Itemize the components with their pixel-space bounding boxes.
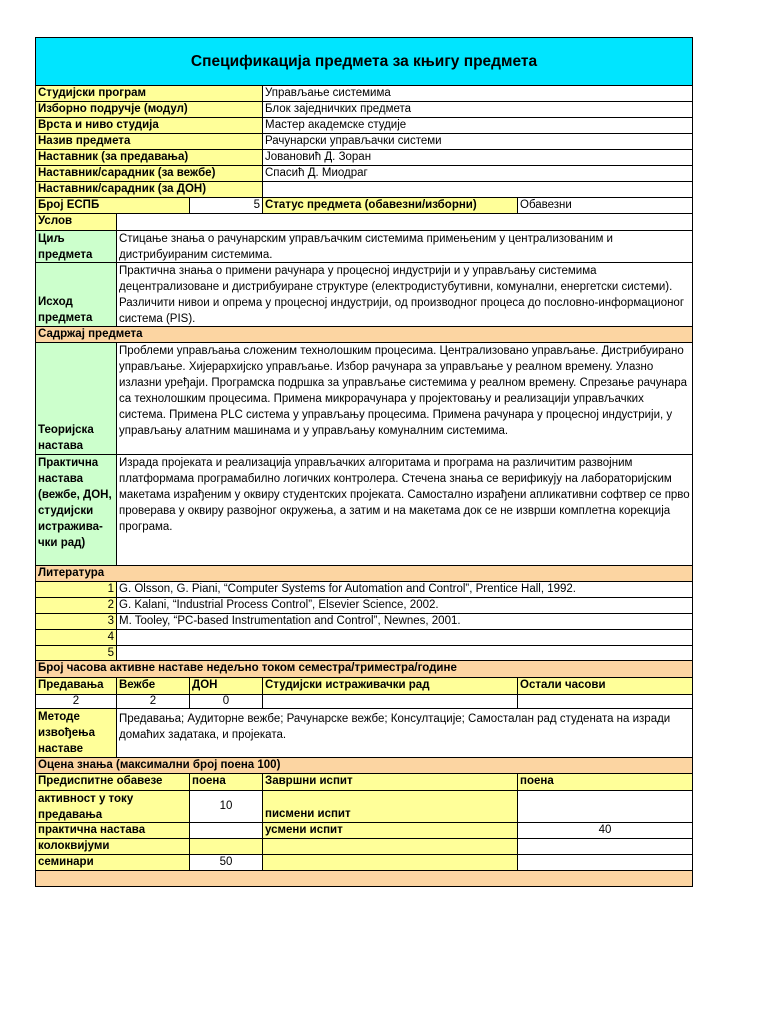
grading-pre-points [190,839,263,855]
grading-final-points [518,791,693,823]
methods-text: Предавања; Аудиторне вежбе; Рачунарске вежбе; Консултације; Самосталан рад студената на изради домаћих задатака, и пројеката. [117,709,693,758]
practical-text: Израда пројеката и реализација управљачких алгоритама и програма на различитим развојним платформама програмабилно логичких контролера. Стечена знања се верификују на лабораторијским макетама израђеним у оквиру студентских пројеката. Самостално израђени апликативни софтвер се прво проверава у оквиру развојног окружења, а затим и на макетама док се не изврши комплетна корекција програма. [117,455,693,566]
program-value: Управљање системима [263,86,693,102]
ects-label: Број ЕСПБ [35,198,190,214]
grading-final-points [518,839,693,855]
page-title: Спецификација предмета за књигу предмета [35,37,693,86]
grading-pre-points: 50 [190,855,263,871]
don-teacher-label: Наставник/сарадник (за ДОН) [35,182,263,198]
grading-final-item [263,791,518,823]
grading-final-item-text: писмени испит [265,808,351,820]
theory-text: Проблеми управљања сложеним технолошким процесима. Централизовано управљање. Дистрибуирано управљање. Хијерархијско управљање. Избор рачунара за управљање у реалном времену. Улазно излазни уређаји. Програмска подршка за управљање системима у реалном времену. Спрезање рачунара са технолошким процесима. Примена микрорачунара у пројектовању и реализацији управљачких система. Примена PLC система у управљању процесима. Примена рачунара у процесној индустрији, у управљању алатним машинама и у управљању комуналним системима. [117,343,693,455]
hours-header: Број часова активне наставе недељно током семестра/триместра/године [35,661,693,678]
literature-num: 4 [35,630,117,646]
course-label: Назив предмета [35,134,263,150]
grading-final-points: 40 [518,823,693,839]
literature-num: 3 [35,614,117,630]
hours-col-other: Остали часови [518,678,693,695]
level-label: Врста и ниво студија [35,118,263,134]
literature-item: G. Kalani, “Industrial Process Control”, Elsevier Science, 2002. [117,598,693,614]
status-label: Статус предмета (обавезни/изборни) [263,198,518,214]
condition-value [117,214,693,231]
hours-value-research [263,695,518,709]
practical-label: Практична настава (вежбе, ДОН, студијски истражива-чки рад) [35,455,117,566]
grading-final-label: Завршни испит [263,774,518,791]
program-label: Студијски програм [35,86,263,102]
grading-points-label-2: поена [518,774,693,791]
hours-col-research: Студијски истраживачки рад [263,678,518,695]
content-header: Садржај предмета [35,327,693,343]
grading-pre-item: семинари [35,855,190,871]
grading-pre-item: практична настава [35,823,190,839]
grading-pre-points: 10 [190,791,263,823]
grading-pre-item: колоквијуми [35,839,190,855]
course-specification-sheet [35,37,693,887]
area-label: Изборно подручје (модул) [35,102,263,118]
literature-header: Литература [35,566,693,582]
literature-item: G. Olsson, G. Piani, “Computer Systems for Automation and Control”, Prentice Hall, 1992. [117,582,693,598]
area-value: Блок заједничких предмета [263,102,693,118]
literature-item: M. Tooley, “PC-based Instrumentation and Control”, Newnes, 2001. [117,614,693,630]
goal-text: Стицање знања о рачунарским управљачким системима примењеним у централизованим и дистрибуираним системима. [117,231,693,263]
hours-value-exercises: 2 [117,695,190,709]
bottom-filler-row [35,871,693,887]
literature-item [117,646,693,661]
grading-pre-item: активност у току предавања [35,791,190,823]
outcome-label-text: Исход предмета [38,296,93,324]
hours-value-lectures: 2 [35,695,117,709]
course-value: Рачунарски управљачки системи [263,134,693,150]
grading-final-item [263,839,518,855]
grading-pre-label: Предиспитне обавезе [35,774,190,791]
lecturer-value: Јовановић Д. Зоран [263,150,693,166]
lecturer-label: Наставник (за предавања) [35,150,263,166]
outcome-label [35,263,117,327]
goal-label: Циљ предмета [35,231,117,263]
theory-label [35,343,117,455]
literature-num: 2 [35,598,117,614]
grading-header: Оцена знања (максимални број поена 100) [35,758,693,774]
outcome-text: Практична знања о примени рачунара у процесној индустрији и у управљању системима децентрализоване и дистрибуиране структуре (електродистубутивни, комунални, енергетски системи). Различити нивои и опрема у процесној индустрији, од производног процеса до пословно-информационог система (PIS). [117,263,693,327]
assistant-label: Наставник/сарадник (за вежбе) [35,166,263,182]
literature-num: 1 [35,582,117,598]
ects-value: 5 [190,198,263,214]
level-value: Мастер академске студије [263,118,693,134]
grading-final-item [263,855,518,871]
status-value: Обавезни [518,198,693,214]
grading-final-item: усмени испит [263,823,518,839]
grading-final-points [518,855,693,871]
don-teacher-value [263,182,693,198]
hours-col-lectures: Предавања [35,678,117,695]
grading-pre-points [190,823,263,839]
condition-label: Услов [35,214,117,231]
assistant-value: Спасић Д. Миодраг [263,166,693,182]
hours-col-exercises: Вежбе [117,678,190,695]
hours-value-other [518,695,693,709]
theory-label-text: Теоријска настава [38,424,94,452]
literature-item [117,630,693,646]
hours-value-don: 0 [190,695,263,709]
hours-col-don: ДОН [190,678,263,695]
grading-points-label: поена [190,774,263,791]
literature-num: 5 [35,646,117,661]
methods-label: Методе извођења наставе [35,709,117,758]
